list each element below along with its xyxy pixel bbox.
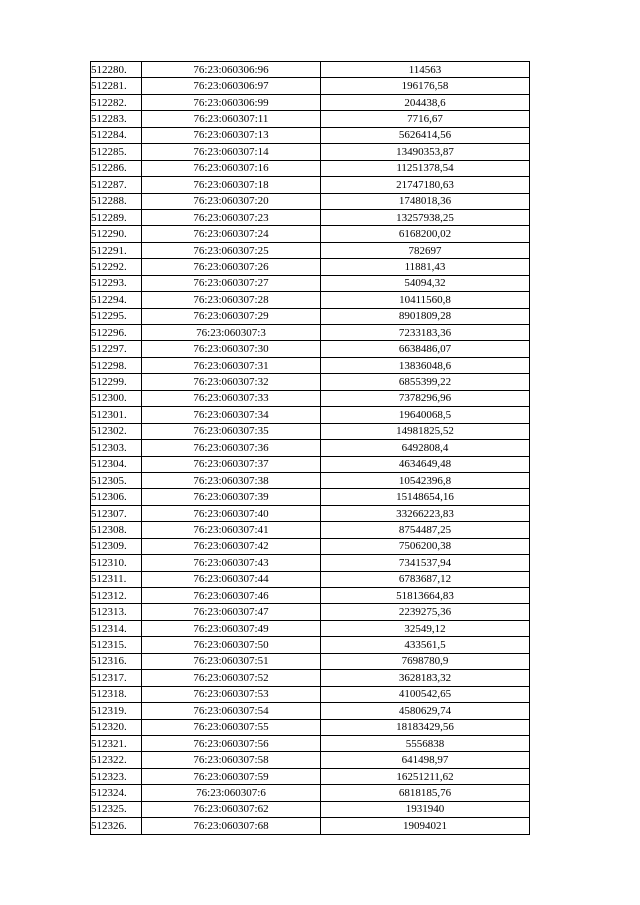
table-row <box>91 637 530 653</box>
value-cell: 7716,67 <box>321 111 530 127</box>
cadastral-number-cell: 76:23:060307:25 <box>142 242 321 258</box>
cadastral-number-cell: 76:23:060307:37 <box>142 456 321 472</box>
cadastral-number-cell: 76:23:060307:53 <box>142 686 321 702</box>
table-row <box>91 177 530 193</box>
table-row <box>91 209 530 225</box>
table-row <box>91 538 530 554</box>
value-cell: 1748018,36 <box>321 193 530 209</box>
cadastral-number-cell: 76:23:060307:62 <box>142 801 321 817</box>
table-row <box>91 423 530 439</box>
cadastral-number-cell: 76:23:060307:14 <box>142 144 321 160</box>
table-row <box>91 522 530 538</box>
cadastral-number-cell: 76:23:060307:6 <box>142 785 321 801</box>
row-number-cell: 512323. <box>91 768 142 784</box>
value-cell: 8901809,28 <box>321 308 530 324</box>
cadastral-number-cell: 76:23:060307:44 <box>142 571 321 587</box>
value-cell: 10542396,8 <box>321 472 530 488</box>
row-number-cell: 512310. <box>91 555 142 571</box>
row-number-cell: 512298. <box>91 357 142 373</box>
value-cell: 5626414,56 <box>321 127 530 143</box>
table-row <box>91 785 530 801</box>
table-row <box>91 440 530 456</box>
cadastral-number-cell: 76:23:060307:24 <box>142 226 321 242</box>
cadastral-number-cell: 76:23:060307:56 <box>142 735 321 751</box>
row-number-cell: 512325. <box>91 801 142 817</box>
cadastral-number-cell: 76:23:060307:11 <box>142 111 321 127</box>
registry-table <box>90 61 530 835</box>
cadastral-number-cell: 76:23:060307:18 <box>142 177 321 193</box>
row-number-cell: 512290. <box>91 226 142 242</box>
value-cell: 16251211,62 <box>321 768 530 784</box>
cadastral-number-cell: 76:23:060307:28 <box>142 292 321 308</box>
cadastral-number-cell: 76:23:060307:49 <box>142 620 321 636</box>
cadastral-number-cell: 76:23:060307:13 <box>142 127 321 143</box>
row-number-cell: 512309. <box>91 538 142 554</box>
value-cell: 8754487,25 <box>321 522 530 538</box>
table-row <box>91 308 530 324</box>
table-row <box>91 472 530 488</box>
value-cell: 782697 <box>321 242 530 258</box>
row-number-cell: 512311. <box>91 571 142 587</box>
table-row <box>91 78 530 94</box>
table-row <box>91 604 530 620</box>
value-cell: 7341537,94 <box>321 555 530 571</box>
table-row <box>91 374 530 390</box>
row-number-cell: 512319. <box>91 703 142 719</box>
value-cell: 7506200,38 <box>321 538 530 554</box>
row-number-cell: 512289. <box>91 209 142 225</box>
cadastral-number-cell: 76:23:060307:51 <box>142 653 321 669</box>
table-row <box>91 226 530 242</box>
table-row <box>91 242 530 258</box>
row-number-cell: 512304. <box>91 456 142 472</box>
value-cell: 7698780,9 <box>321 653 530 669</box>
cadastral-number-cell: 76:23:060307:26 <box>142 259 321 275</box>
cadastral-number-cell: 76:23:060307:29 <box>142 308 321 324</box>
value-cell: 114563 <box>321 62 530 78</box>
row-number-cell: 512305. <box>91 472 142 488</box>
table-row <box>91 735 530 751</box>
value-cell: 433561,5 <box>321 637 530 653</box>
value-cell: 5556838 <box>321 735 530 751</box>
row-number-cell: 512320. <box>91 719 142 735</box>
value-cell: 6492808,4 <box>321 440 530 456</box>
cadastral-number-cell: 76:23:060307:41 <box>142 522 321 538</box>
value-cell: 19094021 <box>321 818 530 834</box>
row-number-cell: 512281. <box>91 78 142 94</box>
cadastral-number-cell: 76:23:060307:16 <box>142 160 321 176</box>
table-row <box>91 752 530 768</box>
cadastral-number-cell: 76:23:060307:58 <box>142 752 321 768</box>
row-number-cell: 512308. <box>91 522 142 538</box>
value-cell: 4100542,65 <box>321 686 530 702</box>
value-cell: 204438,6 <box>321 94 530 110</box>
cadastral-number-cell: 76:23:060307:27 <box>142 275 321 291</box>
table-row <box>91 111 530 127</box>
row-number-cell: 512288. <box>91 193 142 209</box>
table-row <box>91 127 530 143</box>
cadastral-number-cell: 76:23:060307:42 <box>142 538 321 554</box>
cadastral-number-cell: 76:23:060307:33 <box>142 390 321 406</box>
value-cell: 641498,97 <box>321 752 530 768</box>
table-row <box>91 160 530 176</box>
value-cell: 6783687,12 <box>321 571 530 587</box>
cadastral-number-cell: 76:23:060306:97 <box>142 78 321 94</box>
table-row <box>91 275 530 291</box>
row-number-cell: 512322. <box>91 752 142 768</box>
value-cell: 11881,43 <box>321 259 530 275</box>
table-row <box>91 555 530 571</box>
table-row <box>91 62 530 78</box>
value-cell: 4634649,48 <box>321 456 530 472</box>
value-cell: 19640068,5 <box>321 407 530 423</box>
row-number-cell: 512318. <box>91 686 142 702</box>
row-number-cell: 512312. <box>91 588 142 604</box>
row-number-cell: 512291. <box>91 242 142 258</box>
table-row <box>91 588 530 604</box>
value-cell: 1931940 <box>321 801 530 817</box>
cadastral-number-cell: 76:23:060307:40 <box>142 505 321 521</box>
row-number-cell: 512287. <box>91 177 142 193</box>
value-cell: 32549,12 <box>321 620 530 636</box>
value-cell: 2239275,36 <box>321 604 530 620</box>
row-number-cell: 512315. <box>91 637 142 653</box>
row-number-cell: 512283. <box>91 111 142 127</box>
cadastral-number-cell: 76:23:060307:55 <box>142 719 321 735</box>
value-cell: 18183429,56 <box>321 719 530 735</box>
cadastral-number-cell: 76:23:060306:96 <box>142 62 321 78</box>
row-number-cell: 512313. <box>91 604 142 620</box>
cadastral-number-cell: 76:23:060307:46 <box>142 588 321 604</box>
table-row <box>91 670 530 686</box>
cadastral-number-cell: 76:23:060307:35 <box>142 423 321 439</box>
cadastral-number-cell: 76:23:060307:32 <box>142 374 321 390</box>
table-row <box>91 686 530 702</box>
value-cell: 6818185,76 <box>321 785 530 801</box>
cadastral-number-cell: 76:23:060306:99 <box>142 94 321 110</box>
row-number-cell: 512295. <box>91 308 142 324</box>
cadastral-number-cell: 76:23:060307:59 <box>142 768 321 784</box>
row-number-cell: 512306. <box>91 489 142 505</box>
table-row <box>91 456 530 472</box>
cadastral-number-cell: 76:23:060307:43 <box>142 555 321 571</box>
cadastral-number-cell: 76:23:060307:3 <box>142 325 321 341</box>
row-number-cell: 512314. <box>91 620 142 636</box>
table-row <box>91 818 530 834</box>
value-cell: 4580629,74 <box>321 703 530 719</box>
row-number-cell: 512296. <box>91 325 142 341</box>
cadastral-number-cell: 76:23:060307:36 <box>142 440 321 456</box>
cadastral-number-cell: 76:23:060307:30 <box>142 341 321 357</box>
table-row <box>91 325 530 341</box>
row-number-cell: 512321. <box>91 735 142 751</box>
row-number-cell: 512316. <box>91 653 142 669</box>
value-cell: 13490353,87 <box>321 144 530 160</box>
table-row <box>91 620 530 636</box>
row-number-cell: 512280. <box>91 62 142 78</box>
value-cell: 14981825,52 <box>321 423 530 439</box>
cadastral-number-cell: 76:23:060307:39 <box>142 489 321 505</box>
row-number-cell: 512317. <box>91 670 142 686</box>
cadastral-number-cell: 76:23:060307:31 <box>142 357 321 373</box>
row-number-cell: 512299. <box>91 374 142 390</box>
table-row <box>91 768 530 784</box>
value-cell: 3628183,32 <box>321 670 530 686</box>
cadastral-number-cell: 76:23:060307:47 <box>142 604 321 620</box>
row-number-cell: 512294. <box>91 292 142 308</box>
cadastral-number-cell: 76:23:060307:23 <box>142 209 321 225</box>
value-cell: 54094,32 <box>321 275 530 291</box>
row-number-cell: 512307. <box>91 505 142 521</box>
table-row <box>91 341 530 357</box>
cadastral-number-cell: 76:23:060307:50 <box>142 637 321 653</box>
row-number-cell: 512293. <box>91 275 142 291</box>
cadastral-number-cell: 76:23:060307:68 <box>142 818 321 834</box>
table-row <box>91 489 530 505</box>
value-cell: 196176,58 <box>321 78 530 94</box>
value-cell: 33266223,83 <box>321 505 530 521</box>
cadastral-number-cell: 76:23:060307:38 <box>142 472 321 488</box>
row-number-cell: 512324. <box>91 785 142 801</box>
value-cell: 6855399,22 <box>321 374 530 390</box>
table-row <box>91 505 530 521</box>
value-cell: 7233183,36 <box>321 325 530 341</box>
table-row <box>91 259 530 275</box>
value-cell: 10411560,8 <box>321 292 530 308</box>
table-row <box>91 703 530 719</box>
row-number-cell: 512286. <box>91 160 142 176</box>
row-number-cell: 512284. <box>91 127 142 143</box>
table-row <box>91 292 530 308</box>
table-row <box>91 193 530 209</box>
table-row <box>91 94 530 110</box>
row-number-cell: 512282. <box>91 94 142 110</box>
row-number-cell: 512326. <box>91 818 142 834</box>
value-cell: 7378296,96 <box>321 390 530 406</box>
value-cell: 11251378,54 <box>321 160 530 176</box>
row-number-cell: 512302. <box>91 423 142 439</box>
table-row <box>91 571 530 587</box>
row-number-cell: 512285. <box>91 144 142 160</box>
table-row <box>91 801 530 817</box>
value-cell: 6168200,02 <box>321 226 530 242</box>
value-cell: 51813664,83 <box>321 588 530 604</box>
row-number-cell: 512297. <box>91 341 142 357</box>
registry-table-body <box>91 62 530 835</box>
value-cell: 21747180,63 <box>321 177 530 193</box>
table-row <box>91 719 530 735</box>
cadastral-number-cell: 76:23:060307:34 <box>142 407 321 423</box>
table-row <box>91 144 530 160</box>
table-row <box>91 653 530 669</box>
cadastral-number-cell: 76:23:060307:54 <box>142 703 321 719</box>
cadastral-number-cell: 76:23:060307:52 <box>142 670 321 686</box>
value-cell: 13836048,6 <box>321 357 530 373</box>
row-number-cell: 512301. <box>91 407 142 423</box>
cadastral-number-cell: 76:23:060307:20 <box>142 193 321 209</box>
value-cell: 13257938,25 <box>321 209 530 225</box>
row-number-cell: 512300. <box>91 390 142 406</box>
value-cell: 15148654,16 <box>321 489 530 505</box>
table-row <box>91 390 530 406</box>
row-number-cell: 512303. <box>91 440 142 456</box>
value-cell: 6638486,07 <box>321 341 530 357</box>
row-number-cell: 512292. <box>91 259 142 275</box>
table-row <box>91 357 530 373</box>
table-row <box>91 407 530 423</box>
